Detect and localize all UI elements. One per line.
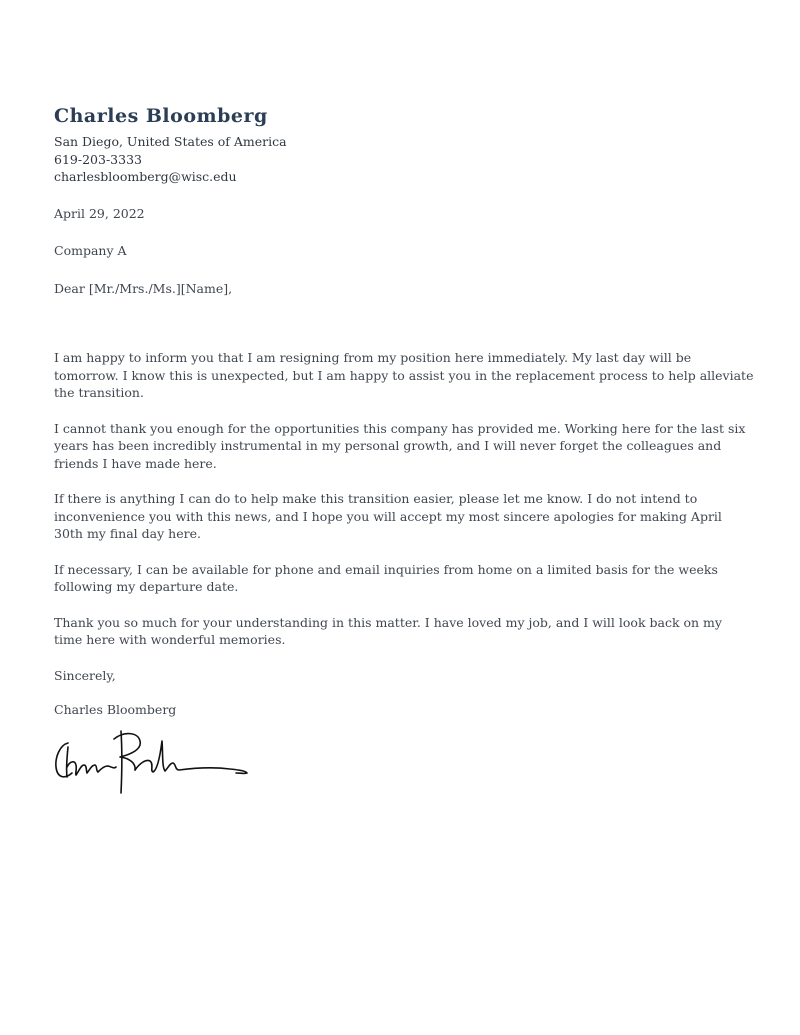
letter-body (54, 349, 754, 649)
body-paragraph: I am happy to inform you that I am resigning from my position here immediately. My last day will be tomorrow. I know this is unexpected, but I am happy to assist you in the replacement process to help alleviate the transition. (54, 350, 754, 400)
body-paragraph: If necessary, I can be available for phone and email inquiries from home on a limited basis for the weeks following my departure date. (54, 561, 718, 594)
sender-phone: 619-203-3333 (54, 151, 142, 167)
sender-contact-block (54, 133, 754, 186)
recipient-company: Company A (54, 243, 127, 258)
sender-email: charlesbloomberg@wisc.edu (54, 169, 237, 184)
letter-date: April 29, 2022 (54, 205, 145, 221)
body-paragraph: I cannot thank you enough for the opportunities this company has provided me. Working here for the last six years has been incredibly instrumental in my personal growth, and I will never forget the colleagues and friends I have made here. (54, 420, 746, 471)
sender-location: San Diego, United States of America (54, 134, 287, 149)
closing: Sincerely, (54, 667, 116, 683)
signer-name: Charles Bloomberg (54, 702, 177, 717)
body-paragraph: Thank you so much for your understanding in this matter. I have loved my job, and I will look back on my time here with wonderful memories. (54, 614, 722, 647)
body-paragraph: If there is anything I can do to help make this transition easier, please let me know. I do not intend to inconvenience you with this news, and I hope you will accept my most sincere apologies for making April 30th my final day here. (54, 491, 722, 541)
handwritten-signature (54, 727, 254, 797)
sender-name: Charles Bloomberg (54, 105, 268, 127)
salutation: Dear [Mr./Mrs./Ms.][Name], (54, 280, 233, 296)
letter-page (54, 102, 754, 797)
